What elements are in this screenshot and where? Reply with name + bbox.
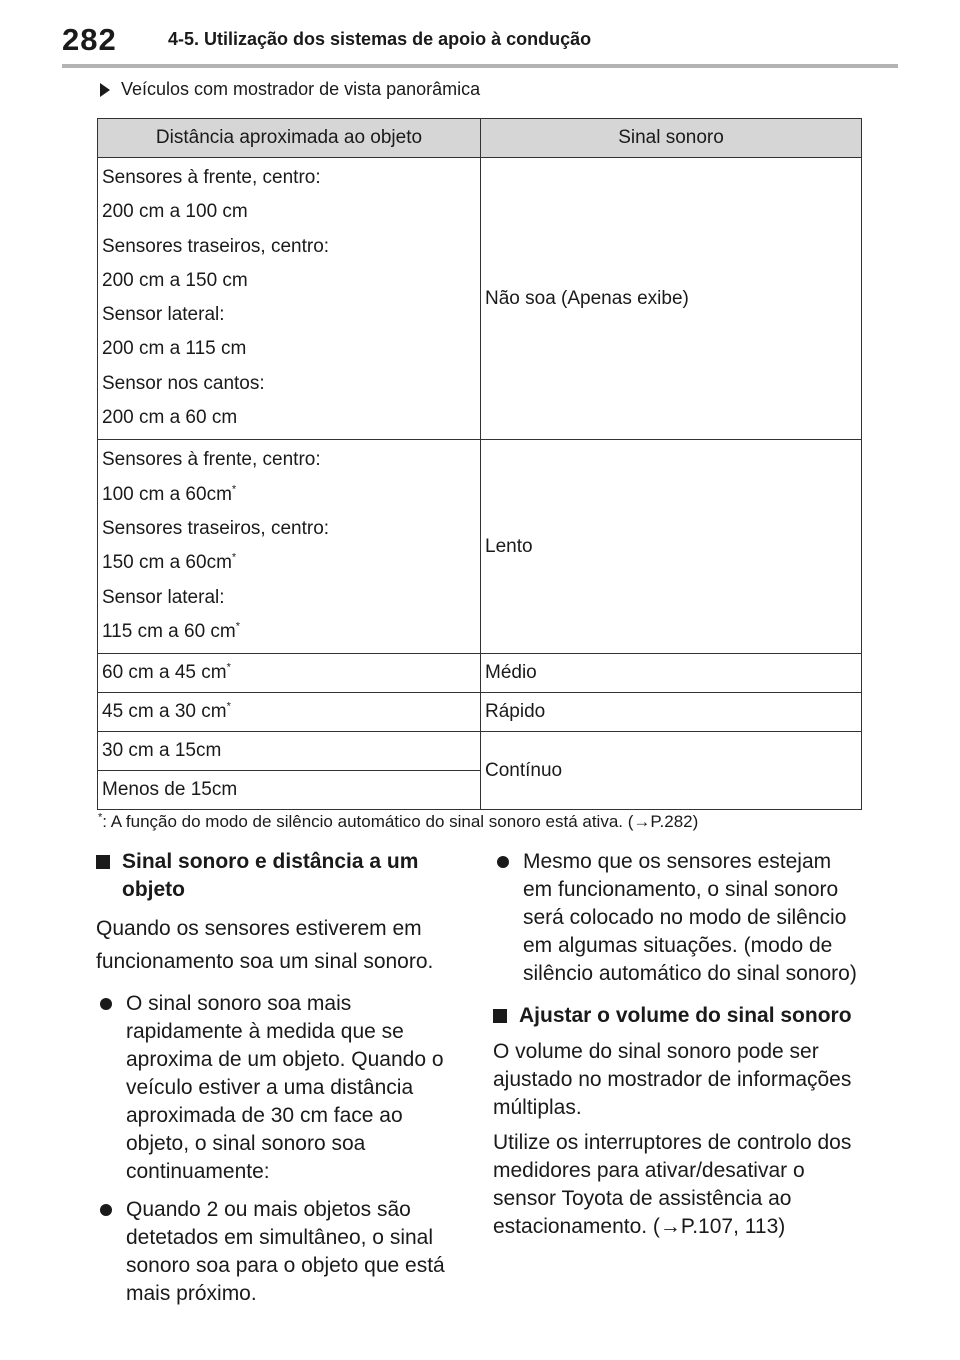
dot-bullet-icon bbox=[100, 1204, 112, 1216]
cell-text: 60 cm a 45 cm bbox=[102, 662, 227, 684]
cell-text: 45 cm a 30 cm bbox=[102, 701, 227, 723]
asterisk-mark: * bbox=[226, 661, 231, 674]
cell-line: 200 cm a 150 cm bbox=[102, 269, 248, 291]
table-row bbox=[98, 732, 862, 771]
cell-line bbox=[102, 546, 476, 580]
section-title: 4-5. Utilização dos sistemas de apoio à condução bbox=[168, 29, 592, 49]
signal-cell: Médio bbox=[481, 654, 862, 693]
cell-line: Sensor nos cantos: bbox=[102, 372, 265, 394]
right-column bbox=[493, 848, 863, 1248]
table-row bbox=[98, 654, 862, 693]
list-item bbox=[96, 990, 466, 1186]
table-row bbox=[98, 440, 862, 654]
asterisk-mark: * bbox=[235, 620, 241, 633]
cell-line: Sensores à frente, centro: bbox=[102, 167, 321, 188]
cell-line-text: 100 cm a 60cm bbox=[102, 483, 232, 505]
signal-cell: Contínuo bbox=[481, 732, 862, 810]
cell-line: Sensores traseiros, centro: bbox=[102, 517, 330, 539]
table-row bbox=[98, 158, 862, 440]
cell-line: Sensor lateral: bbox=[102, 304, 225, 326]
distance-signal-table bbox=[97, 118, 862, 810]
heading-signal-distance bbox=[96, 848, 466, 904]
paragraph: O volume do sinal sonoro pode ser ajustado no mostrador de informações múltiplas. bbox=[493, 1040, 852, 1119]
distance-cell: Menos de 15cm bbox=[98, 771, 481, 810]
list-item bbox=[96, 1196, 466, 1308]
list-item-text: Quando 2 ou mais objetos são detetados em simultâneo, o sinal sonoro soa para o objeto que está mais próximo. bbox=[126, 1198, 445, 1305]
dot-bullet-icon bbox=[497, 856, 509, 868]
distance-cell bbox=[98, 693, 481, 732]
signal-cell: Lento bbox=[481, 440, 862, 654]
paragraph: Utilize os interruptores de controlo dos medidores para ativar/desativar o sensor Toyota de assistência ao estacionamento. (→P.107, 113) bbox=[493, 1131, 852, 1238]
asterisk-mark: * bbox=[231, 483, 237, 496]
heading-adjust-volume bbox=[493, 1002, 863, 1030]
signal-cell: Não soa (Apenas exibe) bbox=[481, 158, 862, 440]
asterisk-mark: * bbox=[226, 700, 231, 713]
paragraph: Quando os sensores estiverem em funcionamento soa um sinal sonoro. bbox=[96, 917, 434, 973]
distance-cell: 30 cm a 15cm bbox=[98, 732, 481, 771]
cell-line: Sensores traseiros, centro: bbox=[102, 235, 330, 257]
left-column bbox=[96, 848, 466, 1318]
cell-line: 200 cm a 100 cm bbox=[102, 201, 248, 223]
cell-line: 200 cm a 60 cm bbox=[102, 407, 238, 429]
list-item-text: O sinal sonoro soa mais rapidamente à medida que se aproxima de um objeto. Quando o veículo estiver a uma distância aproximada de 30 cm face ao objeto, o sinal sonoro soa continuamente: bbox=[126, 992, 444, 1183]
distance-cell bbox=[98, 440, 481, 654]
distance-cell bbox=[98, 654, 481, 693]
cell-line: 200 cm a 115 cm bbox=[102, 338, 247, 360]
signal-cell: Rápido bbox=[481, 693, 862, 732]
square-bullet-icon bbox=[493, 1009, 507, 1023]
table-header-signal: Sinal sonoro bbox=[481, 119, 862, 158]
list-item bbox=[493, 848, 863, 988]
dot-bullet-icon bbox=[100, 998, 112, 1010]
footnote-mark: * bbox=[98, 811, 103, 824]
asterisk-mark: * bbox=[231, 551, 237, 564]
subheading-text: Veículos com mostrador de vista panorâmica bbox=[121, 79, 481, 99]
heading-text: Sinal sonoro e distância a um objeto bbox=[122, 850, 419, 901]
footnote bbox=[98, 812, 698, 832]
table-row bbox=[98, 693, 862, 732]
subheading bbox=[100, 79, 480, 100]
cell-line: Sensor lateral: bbox=[102, 586, 225, 608]
triangle-bullet-icon bbox=[100, 83, 110, 97]
cell-line bbox=[102, 478, 476, 512]
square-bullet-icon bbox=[96, 855, 110, 869]
cell-line: Sensores à frente, centro: bbox=[102, 449, 321, 471]
header-rule bbox=[62, 64, 898, 68]
heading-text: Ajustar o volume do sinal sonoro bbox=[519, 1004, 852, 1027]
list-item-text: Mesmo que os sensores estejam em funcionamento, o sinal sonoro será colocado no modo de silêncio em algumas situações. (modo de silêncio automático do sinal sonoro) bbox=[523, 850, 857, 985]
cell-line-text: 115 cm a 60 cm bbox=[102, 620, 236, 642]
cell-line bbox=[102, 615, 476, 649]
table-header-distance: Distância aproximada ao objeto bbox=[98, 119, 481, 158]
distance-cell bbox=[98, 158, 481, 440]
page-number: 282 bbox=[62, 22, 117, 57]
cell-line-text: 150 cm a 60cm bbox=[102, 552, 232, 574]
footnote-text: : A função do modo de silêncio automático do sinal sonoro está ativa. (→P.282) bbox=[102, 812, 699, 831]
